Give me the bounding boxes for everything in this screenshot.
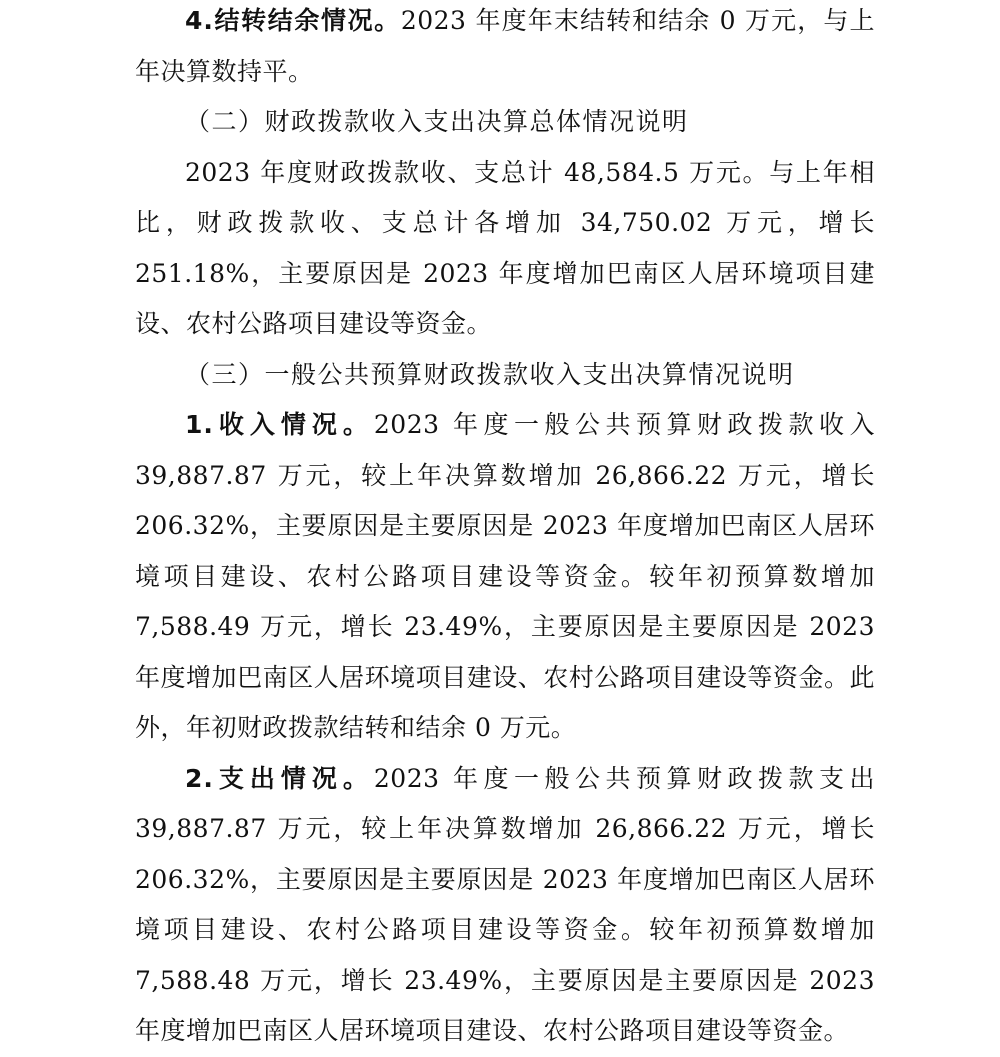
paragraph-lead: 2.支出情况。 — [185, 763, 374, 793]
paragraph-text: 2023 年度一般公共预算财政拨款收入 39,887.87 万元，较上年决算数增加 26,866.22 万元，增长 206.32%，主要原因是主要原因是 2023 年度增加巴南区人居环境项目建设、农村公路项目建设等资金。较年初预算数增加 7,588.49 万元，增长 23.49%，主要原因是主要原因是 2023 年度增加巴南区人居环境项目建设、农村公路项目建设等资金。此外，年初财政拨款结转和结余 0 万元。 — [135, 410, 875, 742]
section-heading-general-budget: （三）一般公共预算财政拨款收入支出决算情况说明 — [185, 359, 795, 389]
document-page — [135, 0, 875, 1057]
paragraph-text: 2023 年度一般公共预算财政拨款支出 39,887.87 万元，较上年决算数增加 26,866.22 万元，增长 206.32%，主要原因是主要原因是 2023 年度增加巴南区人居环境项目建设、农村公路项目建设等资金。较年初预算数增加 7,588.48 万元，增长 23.49%，主要原因是主要原因是 2023 年度增加巴南区人居环境项目建设、农村公路项目建设等资金。 — [135, 763, 875, 1045]
section-heading-total: （二）财政拨款收入支出决算总体情况说明 — [185, 107, 689, 136]
paragraph-total-overview — [135, 148, 875, 350]
paragraph-text: 2023 年度财政拨款收、支总计 48,584.5 万元。与上年相比，财政拨款收、支总计各增加 34,750.02 万元，增长 251.18%，主要原因是 2023 年度增加巴南区人居环境项目建设、农村公路项目建设等资金。 — [135, 157, 875, 338]
paragraph-lead: 4.结转结余情况。 — [185, 6, 401, 35]
paragraph-carryover-balance — [135, 0, 875, 97]
paragraph-expenditure — [135, 754, 875, 1057]
paragraph-lead: 1.收入情况。 — [185, 410, 374, 439]
paragraph-text: 2023 年度年末结转和结余 0 万元，与上年决算数持平。 — [135, 6, 875, 86]
paragraph-income — [135, 400, 875, 754]
